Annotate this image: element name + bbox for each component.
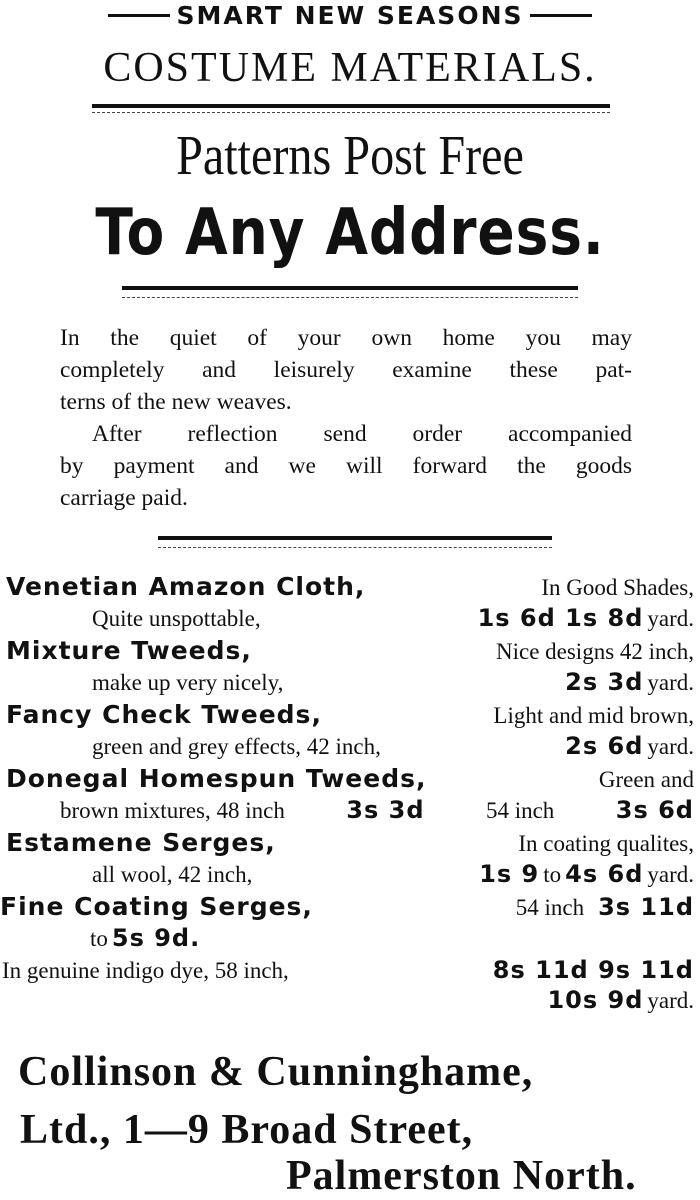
item-fine-price-3: 10s 9d bbox=[547, 986, 644, 1014]
intro-line: In the quiet of your own home you may bbox=[60, 325, 632, 351]
item-fine-title-row bbox=[0, 892, 700, 921]
item-fine-desc: In genuine indigo dye, 58 inch, bbox=[2, 958, 289, 983]
item-venetian-title-row bbox=[0, 572, 700, 601]
item-fine-note: 54 inch bbox=[515, 895, 585, 920]
top-line-text: SMART NEW SEASONS bbox=[176, 0, 524, 30]
intro-line: carriage paid. bbox=[60, 485, 188, 511]
item-fancy-price: 2s 6d bbox=[565, 732, 644, 760]
item-fine-final-row bbox=[547, 986, 694, 1014]
intro-rule bbox=[158, 536, 552, 540]
item-mixture-name: Mixture Tweeds, bbox=[6, 636, 252, 665]
item-fine-price-2: 8s 11d 9s 11d bbox=[492, 956, 694, 984]
item-fine-to: to bbox=[90, 926, 108, 951]
intro-line: After reflection send order accompanied bbox=[92, 421, 632, 447]
item-donegal-name: Donegal Homespun Tweeds, bbox=[6, 764, 427, 793]
item-venetian-unit: yard. bbox=[647, 606, 694, 631]
intro-paragraph-1 bbox=[60, 322, 632, 418]
item-venetian-desc: Quite unspottable, bbox=[92, 606, 261, 631]
item-fancy-name: Fancy Check Tweeds, bbox=[6, 700, 322, 729]
item-donegal-note: Green and bbox=[598, 767, 694, 792]
top-line-dash-left bbox=[108, 14, 170, 17]
item-donegal-title-row bbox=[0, 764, 700, 793]
intro-line: by payment and we will forward the goods bbox=[60, 453, 632, 479]
item-donegal-price: 3s 3d bbox=[346, 796, 425, 824]
item-donegal-extra-desc: 54 inch bbox=[485, 798, 555, 823]
top-line-dash-right bbox=[530, 14, 592, 17]
address-rule bbox=[122, 286, 578, 290]
item-estamene-price-b: 4s 6d bbox=[565, 860, 644, 888]
item-fine-to-row bbox=[90, 924, 200, 952]
item-mixture-desc: make up very nicely, bbox=[92, 670, 284, 695]
address-line: To Any Address. bbox=[95, 196, 605, 270]
item-mixture-title-row bbox=[0, 636, 700, 665]
item-fine-note-price: 3s 11d bbox=[598, 893, 694, 921]
footer-line-3: Palmerston North. bbox=[286, 1153, 637, 1199]
item-mixture-unit: yard. bbox=[647, 670, 694, 695]
item-donegal-extra-price: 3s 6d bbox=[615, 796, 694, 824]
item-estamene-to: to bbox=[543, 862, 562, 887]
item-estamene-title-row bbox=[0, 828, 700, 857]
item-estamene-unit: yard. bbox=[647, 862, 694, 887]
headline: COSTUME MATERIALS. bbox=[103, 45, 597, 91]
item-fine-unit: yard. bbox=[647, 988, 694, 1013]
patterns-line: Patterns Post Free bbox=[176, 125, 524, 187]
footer-line-1: Collinson & Cunninghame, bbox=[18, 1049, 534, 1095]
item-venetian-price: 1s 6d 1s 8d bbox=[477, 604, 644, 632]
item-fancy-note: Light and mid brown, bbox=[493, 703, 694, 728]
item-estamene-detail-row bbox=[92, 860, 694, 888]
intro-rule-dashed bbox=[158, 547, 552, 548]
item-fine-price: 5s 9d. bbox=[111, 924, 201, 952]
intro-line: completely and leisurely examine these pat- bbox=[60, 357, 632, 383]
headline-rule-dashed bbox=[92, 112, 610, 113]
item-estamene-note: In coating qualites, bbox=[518, 831, 694, 856]
item-estamene-price-a: 1s 9 bbox=[479, 860, 540, 888]
item-mixture-note: Nice designs 42 inch, bbox=[495, 639, 694, 664]
item-fancy-detail-row bbox=[92, 732, 694, 760]
item-donegal-detail-row bbox=[60, 796, 694, 824]
intro-paragraph-2 bbox=[60, 418, 632, 514]
item-mixture-detail-row bbox=[92, 668, 694, 696]
address-rule-dashed bbox=[122, 297, 578, 298]
item-fancy-desc: green and grey effects, 42 inch, bbox=[92, 734, 381, 759]
top-line bbox=[0, 0, 700, 30]
item-estamene-name: Estamene Serges, bbox=[6, 828, 276, 857]
item-venetian-note: In Good Shades, bbox=[541, 575, 694, 600]
footer-line-2: Ltd., 1—9 Broad Street, bbox=[20, 1107, 474, 1153]
item-mixture-price: 2s 3d bbox=[565, 668, 644, 696]
item-fine-name: Fine Coating Serges, bbox=[0, 892, 313, 921]
item-donegal-desc: brown mixtures, 48 inch bbox=[60, 798, 285, 823]
item-venetian-name: Venetian Amazon Cloth, bbox=[6, 572, 366, 601]
item-estamene-desc: all wool, 42 inch, bbox=[92, 862, 253, 887]
item-fancy-unit: yard. bbox=[647, 734, 694, 759]
headline-rule bbox=[92, 104, 610, 108]
item-venetian-detail-row bbox=[92, 604, 694, 632]
item-fancy-title-row bbox=[0, 700, 700, 729]
item-fine-indigo-row bbox=[0, 956, 700, 984]
intro-line: terns of the new weaves. bbox=[60, 389, 292, 415]
